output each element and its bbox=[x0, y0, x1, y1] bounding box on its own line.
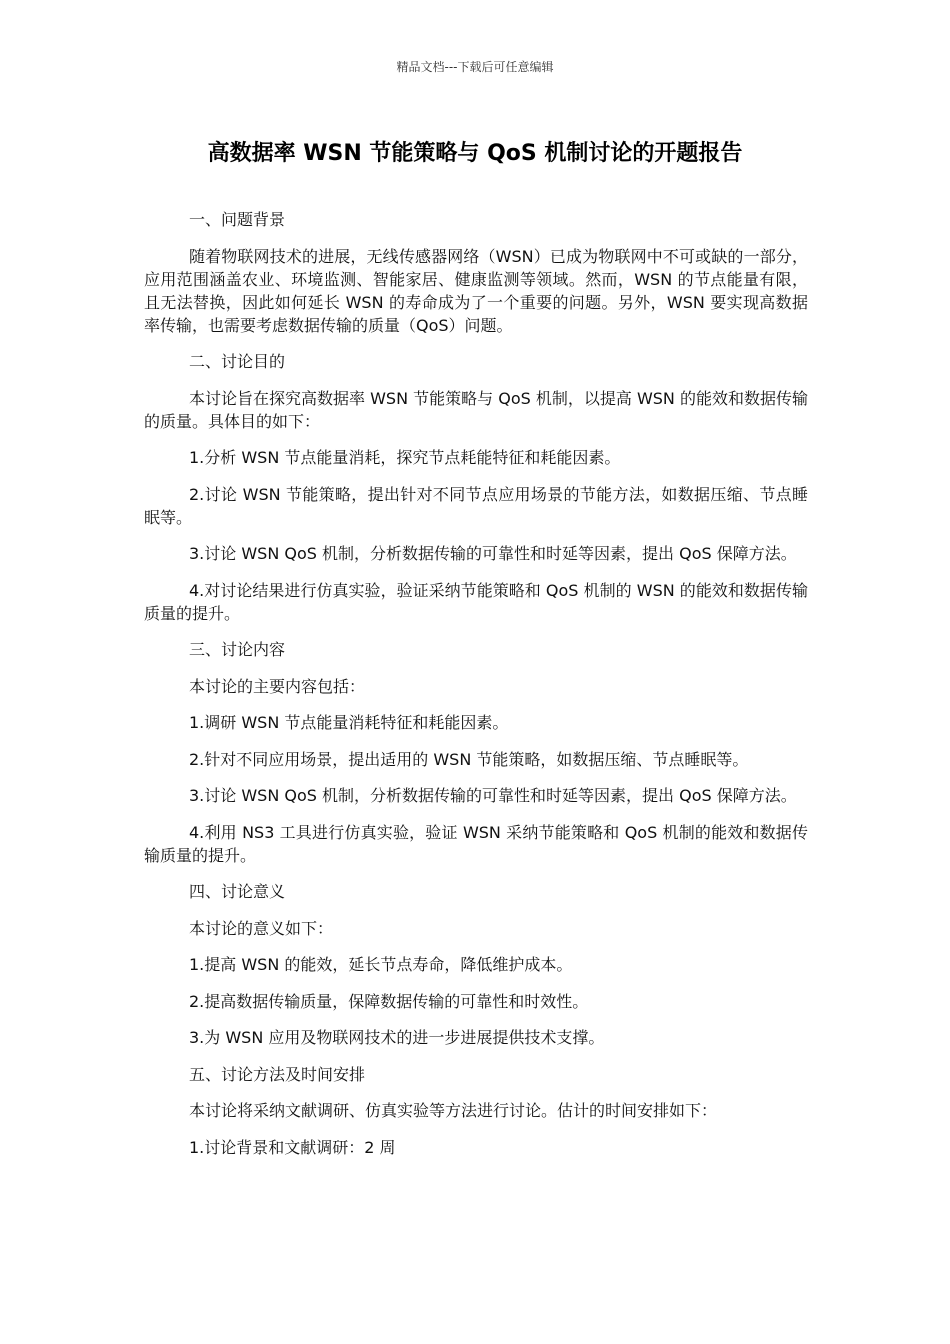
purpose-item-1: 1.分析 WSN 节点能量消耗，探究节点耗能特征和耗能因素。 bbox=[189, 448, 621, 467]
purpose-item-3: 3.讨论 WSN QoS 机制，分析数据传输的可靠性和时延等因素，提出 QoS 保障方法。 bbox=[189, 544, 797, 563]
content-item-3: 3.讨论 WSN QoS 机制，分析数据传输的可靠性和时延等因素，提出 QoS 保障方法。 bbox=[189, 786, 797, 805]
section-heading-content: 三、讨论内容 bbox=[189, 640, 286, 659]
methods-intro-paragraph: 本讨论将采纳文献调研、仿真实验等方法进行讨论。估计的时间安排如下： bbox=[189, 1101, 718, 1120]
significance-item-3: 3.为 WSN 应用及物联网技术的进一步进展提供技术支撑。 bbox=[189, 1028, 605, 1047]
section-heading-background: 一、问题背景 bbox=[189, 210, 286, 229]
header-note: 精品文档---下载后可任意编辑 bbox=[396, 60, 554, 74]
content-item-4: 4.利用 NS3 工具进行仿真实验，验证 WSN 采纳节能策略和 QoS 机制的能效和数据传输质量的提升。 bbox=[144, 822, 808, 865]
document-title: 高数据率 WSN 节能策略与 QoS 机制讨论的开题报告 bbox=[207, 141, 743, 166]
section-heading-significance: 四、讨论意义 bbox=[189, 882, 286, 901]
section-heading-methods: 五、讨论方法及时间安排 bbox=[189, 1064, 366, 1084]
background-paragraph: 随着物联网技术的进展，无线传感器网络（WSN）已成为物联网中不可或缺的一部分，应用范围涵盖农业、环境监测、智能家居、健康监测等领域。然而，WSN 的节点能量有限，且无法替换，因此如何延长 WSN 的寿命成为了一个重要的问题。另外，WSN 要实现高数据率传输，也需要考虑数据传输的质量（QoS）问题。 bbox=[144, 246, 808, 335]
purpose-item-2: 2.讨论 WSN 节能策略，提出针对不同节点应用场景的节能方法，如数据压缩、节点睡眠等。 bbox=[144, 484, 808, 527]
content-item-1: 1.调研 WSN 节点能量消耗特征和耗能因素。 bbox=[189, 713, 509, 732]
significance-intro-paragraph: 本讨论的意义如下： bbox=[189, 918, 334, 938]
content-item-2: 2.针对不同应用场景，提出适用的 WSN 节能策略，如数据压缩、节点睡眠等。 bbox=[189, 749, 749, 769]
content-intro-paragraph: 本讨论的主要内容包括： bbox=[189, 676, 366, 696]
section-heading-purpose: 二、讨论目的 bbox=[189, 352, 286, 371]
schedule-item-1: 1.讨论背景和文献调研：2 周 bbox=[189, 1137, 396, 1157]
purpose-item-4: 4.对讨论结果进行仿真实验，验证采纳节能策略和 QoS 机制的 WSN 的能效和数据传输质量的提升。 bbox=[144, 580, 808, 623]
significance-item-2: 2.提高数据传输质量，保障数据传输的可靠性和时效性。 bbox=[189, 991, 589, 1011]
purpose-intro-paragraph: 本讨论旨在探究高数据率 WSN 节能策略与 QoS 机制，以提高 WSN 的能效和数据传输的质量。具体目的如下： bbox=[144, 388, 808, 431]
document-body bbox=[144, 208, 808, 1172]
significance-item-1: 1.提高 WSN 的能效，延长节点寿命，降低维护成本。 bbox=[189, 955, 573, 974]
